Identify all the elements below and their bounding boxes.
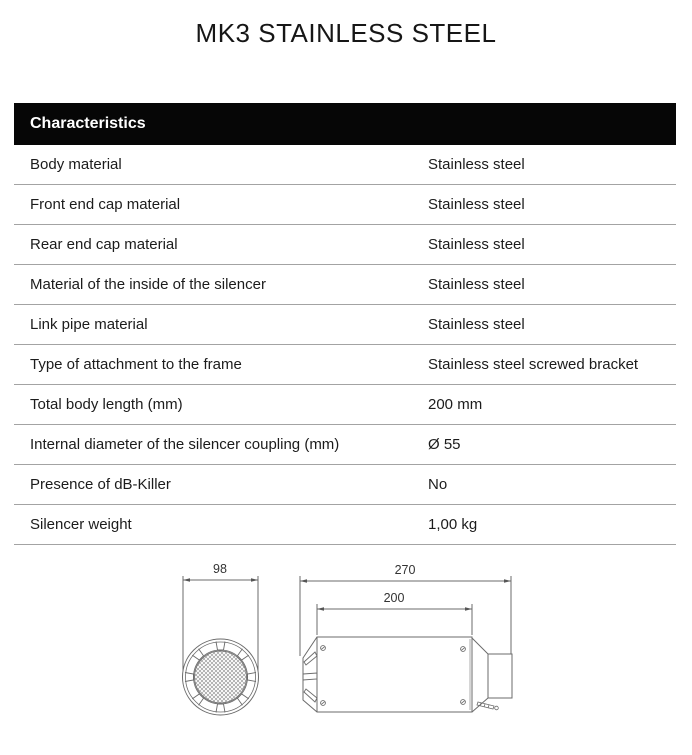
row-label: Material of the inside of the silencer [30,276,266,293]
table-row [14,465,676,505]
body-length-dimension [317,591,472,635]
row-label: Rear end cap material [30,236,178,253]
table-row [14,385,676,425]
spring-hook-detail [477,702,498,710]
row-label: Link pipe material [30,316,148,333]
row-label: Internal diameter of the silencer coupling (mm) [30,436,340,453]
row-value: Stainless steel [428,316,525,333]
row-value: 200 mm [428,396,483,413]
technical-drawing [0,555,692,755]
row-value: 1,00 kg [428,516,478,533]
table-header-label: Characteristics [30,115,146,132]
row-value: Stainless steel [428,156,525,173]
characteristics-table-body [14,145,676,545]
table-row [14,305,676,345]
row-label: Presence of dB-Killer [30,476,171,493]
table-row [14,145,676,185]
row-label: Type of attachment to the frame [30,356,242,373]
row-value: No [428,476,448,493]
table-row [14,225,676,265]
body-length-dim-label: 200 [383,591,405,605]
row-value: Stainless steel [428,276,525,293]
table-header [14,103,676,145]
front-diameter-dim-label: 98 [213,562,227,576]
row-label: Total body length (mm) [30,396,183,413]
silencer-front-view-drawing [183,562,259,715]
row-label: Front end cap material [30,196,181,213]
silencer-side-view-drawing [300,563,512,712]
table-row [14,505,676,545]
total-length-dim-label: 270 [394,563,416,577]
row-label: Body material [30,156,122,173]
row-value: Stainless steel screwed bracket [428,356,639,373]
table-row [14,185,676,225]
row-value: Stainless steel [428,236,525,253]
characteristics-table [14,103,676,545]
outlet-pipe [472,638,512,712]
table-row [14,265,676,305]
page-title: MK3 STAINLESS STEEL [195,18,497,48]
row-value: Ø 55 [428,436,461,453]
front-view-mesh-grille [195,651,247,703]
table-row [14,425,676,465]
silencer-body-outline [303,637,472,712]
row-label: Silencer weight [30,516,132,533]
table-row [14,345,676,385]
row-value: Stainless steel [428,196,525,213]
